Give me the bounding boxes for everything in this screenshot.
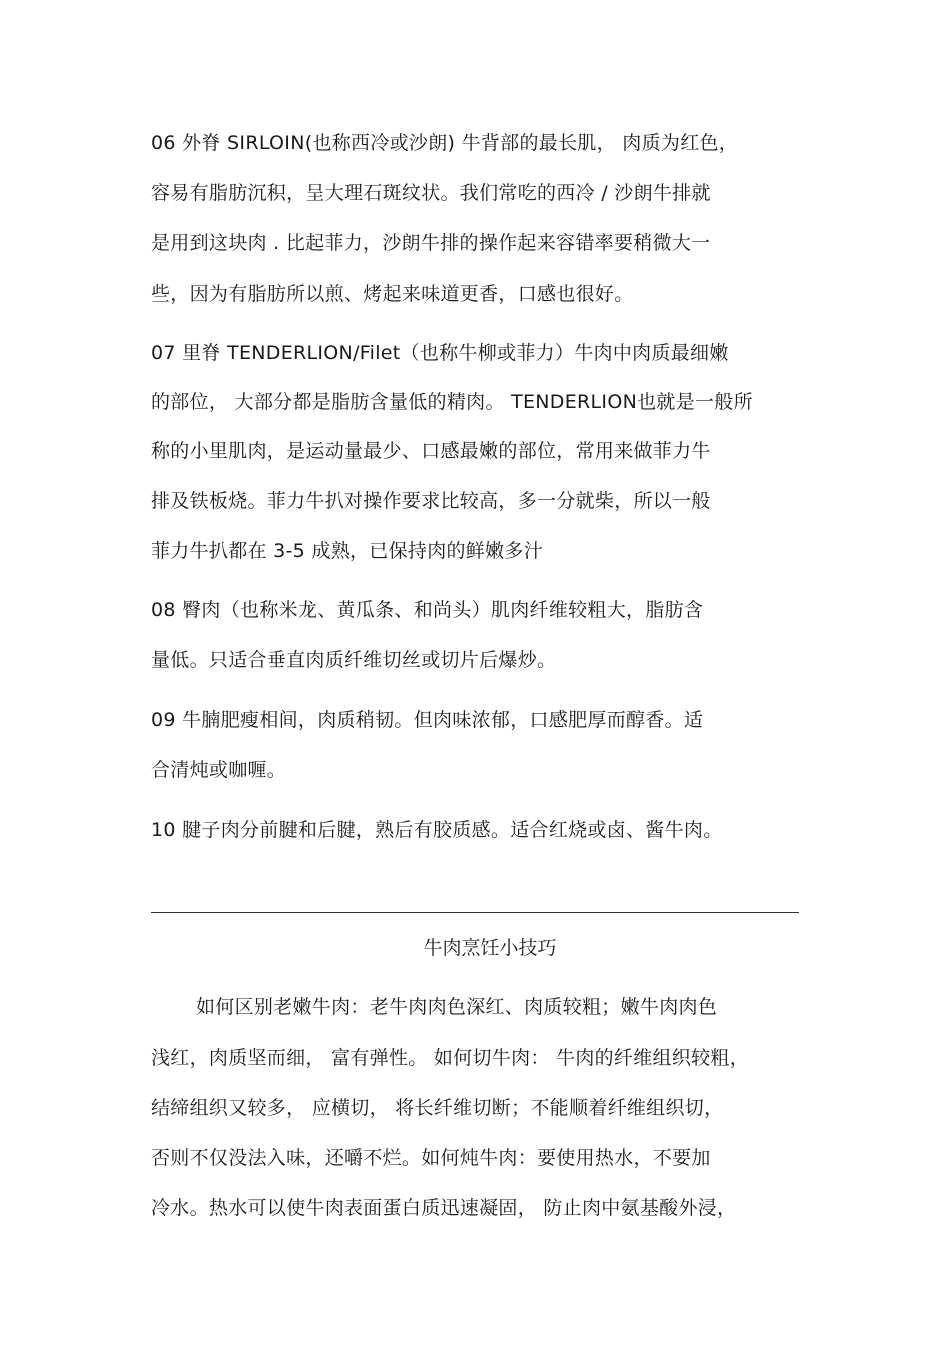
text-line: 06 外脊 SIRLOIN(也称西冷或沙朗) 牛背部的最长肌， 肉质为红色， (151, 132, 739, 154)
text-line: 09 牛腩肥瘦相间，肉质稍韧。但肉味浓郁，口感肥厚而醇香。适 (151, 709, 704, 731)
text-line: 否则不仅没法入味，还嚼不烂。如何炖牛肉：要使用热水，不要加 (151, 1147, 711, 1169)
text-line: 浅红，肉质坚而细， 富有弹性。 如何切牛肉： 牛肉的纤维组织较粗， (151, 1047, 750, 1069)
text-line: 10 腱子肉分前腱和后腱，熟后有胶质感。适合红烧或卤、酱牛肉。 (151, 819, 723, 841)
text-line: 些，因为有脂肪所以煎、烤起来味道更香，口感也很好。 (151, 283, 634, 305)
text-line: 的部位， 大部分都是脂肪含量低的精肉。 TENDERLION也就是一般所 (151, 391, 753, 413)
text-line: 结缔组织又较多， 应横切， 将长纤维切断；不能顺着纤维组织切， (151, 1097, 724, 1119)
text-line: 是用到这块肉 . 比起菲力，沙朗牛排的操作起来容错率要稍微大一 (151, 232, 711, 254)
text-line: 合清炖或咖喱。 (151, 759, 287, 781)
text-line: 称的小里肌肉，是运动量最少、口感最嫩的部位，常用来做菲力牛 (151, 440, 711, 462)
text-line: 07 里脊 TENDERLION/Filet（也称牛柳或菲力）牛肉中肉质最细嫩 (151, 342, 729, 364)
text-line: 排及铁板烧。菲力牛扒对操作要求比较高，多一分就柴，所以一般 (151, 490, 711, 512)
text-line: 量低。只适合垂直肉质纤维切丝或切片后爆炒。 (151, 649, 557, 671)
text-line: 菲力牛扒都在 3-5 成熟，已保持肉的鲜嫩多汁 (151, 540, 544, 562)
section-divider (151, 912, 799, 913)
text-line: 如何区别老嫩牛肉：老牛肉肉色深红、肉质较粗；嫩牛肉肉色 (196, 996, 718, 1018)
text-line: 容易有脂肪沉积，呈大理石斑纹状。我们常吃的西冷 / 沙朗牛排就 (151, 182, 711, 204)
text-line: 冷水。热水可以使牛肉表面蛋白质迅速凝固， 防止肉中氨基酸外浸， (151, 1197, 737, 1219)
section-heading: 牛肉烹饪小技巧 (423, 937, 557, 959)
text-line: 08 臀肉（也称米龙、黄瓜条、和尚头）肌肉纤维较粗大，脂肪含 (151, 599, 704, 621)
